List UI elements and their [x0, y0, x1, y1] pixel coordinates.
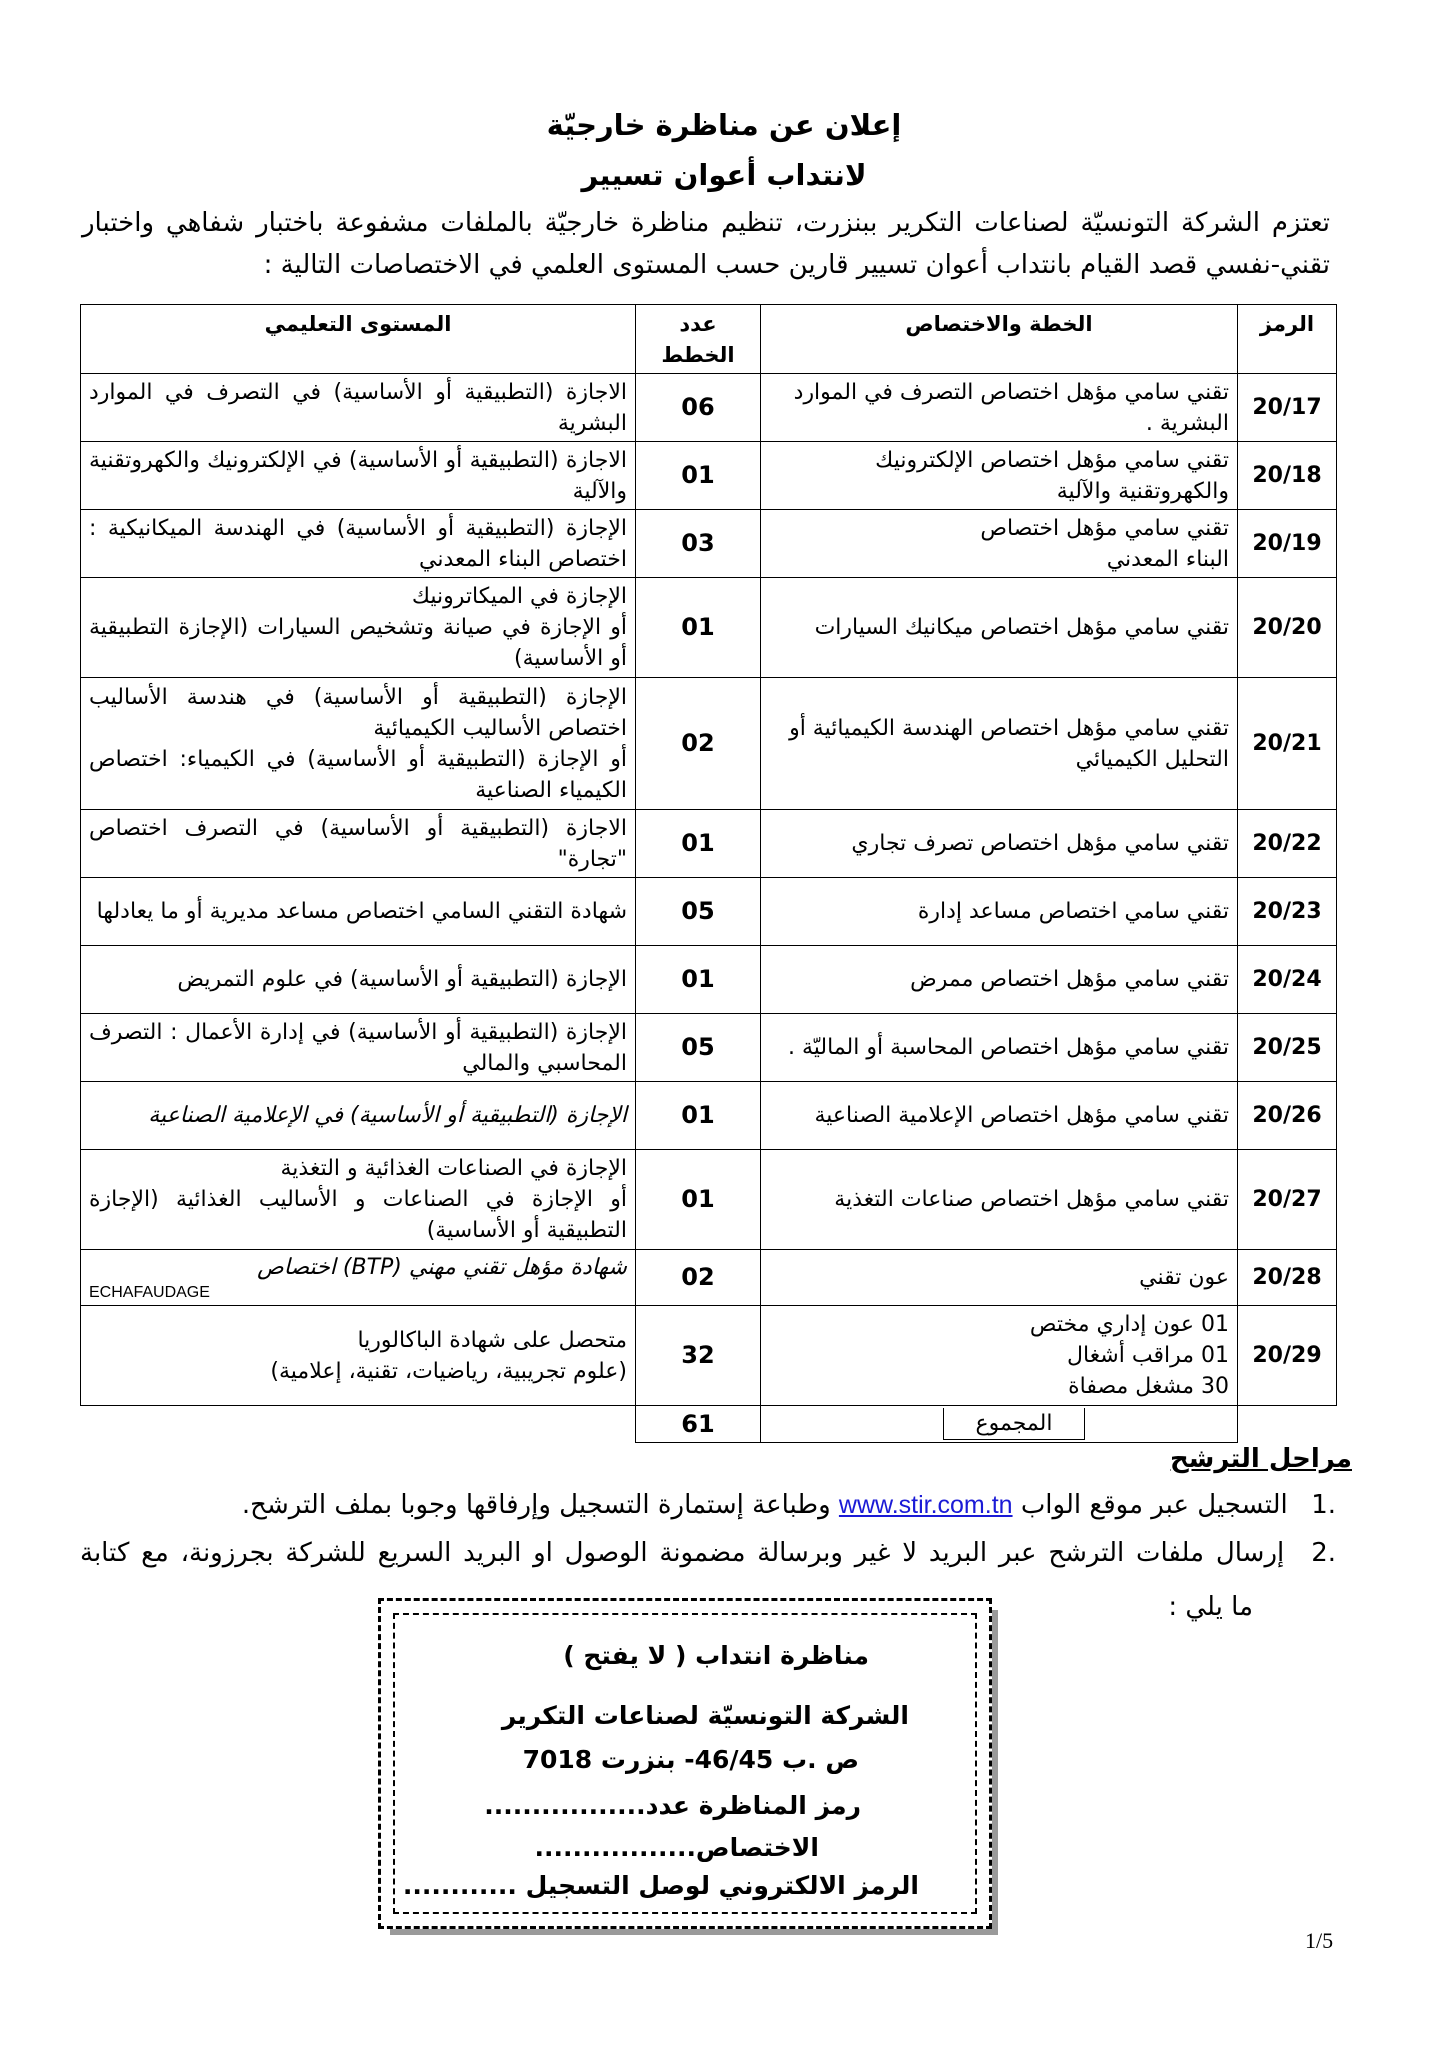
row-education: [81, 1014, 636, 1082]
step-1: [242, 1490, 1336, 1520]
row-specialty: تقني سامي مؤهل اختصاص ميكانيك السيارات: [761, 578, 1238, 678]
row-education: [81, 510, 636, 578]
row-education-text: شهادة التقني السامي اختصاص مساعد مديرية أو ما يعادلها: [96, 899, 627, 924]
table-row: [81, 1082, 1337, 1150]
envelope-label-box: [378, 1598, 992, 1929]
row-education-latin: ECHAFAUDAGE: [89, 1284, 210, 1301]
row-education: [81, 678, 636, 810]
row-count: 05: [636, 878, 761, 946]
row-specialty: تقني سامي مؤهل اختصاص المحاسبة أو الماليّة .: [761, 1014, 1238, 1082]
table-row: [81, 442, 1337, 510]
row-education-text: الاجازة (التطبيقية أو الأساسية) في التصرف اختصاص "تجارة": [89, 815, 627, 872]
total-value: 61: [636, 1406, 761, 1443]
row-code: 20/25: [1238, 1014, 1337, 1082]
row-count: 01: [636, 442, 761, 510]
step-1-number: .1: [1311, 1490, 1336, 1520]
row-code: 20/21: [1238, 678, 1337, 810]
table-row: [81, 678, 1337, 810]
row-count: 01: [636, 1082, 761, 1150]
step-2: [80, 1538, 1336, 1568]
header-specialty: الخطة والاختصاص: [761, 305, 1238, 374]
table-body: [81, 374, 1337, 1406]
row-code: 20/27: [1238, 1150, 1337, 1250]
row-code: 20/18: [1238, 442, 1337, 510]
row-specialty: تقني سامي مؤهل اختصاص الهندسة الكيميائية أو التحليل الكيميائي: [761, 678, 1238, 810]
total-label-text: المجموع: [943, 1408, 1085, 1440]
header-count: عدد الخطط: [636, 305, 761, 374]
envelope-line-specialty: الاختصاص.................: [534, 1833, 819, 1862]
envelope-line-company: الشركة التونسيّة لصناعات التكرير: [501, 1701, 909, 1730]
row-count: 01: [636, 946, 761, 1014]
row-count: 32: [636, 1306, 761, 1406]
row-code: 20/26: [1238, 1082, 1337, 1150]
row-code: 20/29: [1238, 1306, 1337, 1406]
row-specialty: تقني سامي مؤهل اختصاص التصرف في الموارد البشرية .: [761, 374, 1238, 442]
row-code: 20/24: [1238, 946, 1337, 1014]
envelope-line-competition: مناظرة انتداب ( لا يفتح ): [563, 1641, 869, 1670]
row-code: 20/28: [1238, 1250, 1337, 1306]
row-education: [81, 810, 636, 878]
row-code: 20/19: [1238, 510, 1337, 578]
row-education-text: الإجازة (التطبيقية أو الأساسية) في الإعلامية الصناعية: [148, 1103, 627, 1128]
table-row: [81, 878, 1337, 946]
row-education-text: الإجازة (التطبيقية أو الأساسية) في علوم التمريض: [177, 967, 627, 992]
row-education: [81, 878, 636, 946]
row-specialty: تقني سامي مؤهل اختصاص البناء المعدني: [761, 510, 1238, 578]
row-specialty: تقني سامي مؤهل اختصاص صناعات التغذية: [761, 1150, 1238, 1250]
row-count: 02: [636, 1250, 761, 1306]
total-label: [761, 1406, 1238, 1443]
row-education: [81, 1306, 636, 1406]
table-row: [1238, 1406, 1337, 1443]
step-2-continued: ما يلي :: [1168, 1592, 1253, 1622]
row-education-text: الاجازة (التطبيقية أو الأساسية) في الإلكترونيك والكهروتقنية والآلية: [89, 447, 627, 504]
intro-line-1: تعتزم الشركة التونسيّة لصناعات التكرير ببنزرت، تنظيم مناظرة خارجيّة بالملفات مشفوعة باختبار شفاهي واختبار: [82, 208, 1330, 238]
row-code: 20/20: [1238, 578, 1337, 678]
row-education: [81, 374, 636, 442]
envelope-line-address: ص .ب 46/45- بنزرت 7018: [522, 1745, 859, 1774]
row-specialty: تقني سامي مؤهل اختصاص الإعلامية الصناعية: [761, 1082, 1238, 1150]
step-2-number: .2: [1311, 1538, 1336, 1568]
step-1-text-a: التسجيل عبر موقع الواب: [1020, 1490, 1288, 1520]
row-specialty: تقني سامي اختصاص مساعد إدارة: [761, 878, 1238, 946]
table-row: [81, 510, 1337, 578]
steps-heading: مراحل الترشح: [1170, 1444, 1352, 1474]
row-count: 01: [636, 578, 761, 678]
table-row: [81, 578, 1337, 678]
row-education-text: شهادة مؤهل تقني مهني (BTP) اختصاص: [257, 1255, 627, 1280]
table-row: [81, 1250, 1337, 1306]
intro-line-2: تقني-نفسي قصد القيام بانتداب أعوان تسيير قارين حسب المستوى العلمي في الاختصاصات التالية :: [263, 250, 1330, 280]
row-count: 05: [636, 1014, 761, 1082]
row-count: 01: [636, 810, 761, 878]
table-row: [81, 1014, 1337, 1082]
row-education-text: الاجازة (التطبيقية أو الأساسية) في التصرف في الموارد البشرية: [89, 379, 627, 436]
row-specialty: 01 عون إداري مختص 01 مراقب أشغال 30 مشغل مصفاة: [761, 1306, 1238, 1406]
row-education: [81, 1250, 636, 1306]
website-link[interactable]: www.stir.com.tn: [838, 1491, 1013, 1519]
header-code: الرمز: [1238, 305, 1337, 374]
announcement-title: إعلان عن مناظرة خارجيّة: [546, 108, 902, 142]
row-education: [81, 442, 636, 510]
row-education: [81, 946, 636, 1014]
row-education: [81, 578, 636, 678]
positions-table: [80, 304, 1337, 1443]
table-row: [81, 1306, 1337, 1406]
page-number: 1/5: [1305, 1928, 1334, 1953]
step-2-text: إرسال ملفات الترشح عبر البريد لا غير وبرسالة مضمونة الوصول او البريد السريع للشركة بجرزونة، مع كتابة: [80, 1538, 1285, 1568]
table-row: [81, 1150, 1337, 1250]
row-count: 01: [636, 1150, 761, 1250]
row-education-text: متحصل على شهادة الباكالوريا (علوم تجريبية، رياضيات، تقنية، إعلامية): [270, 1327, 627, 1384]
announcement-subtitle: لانتداب أعوان تسيير: [581, 158, 867, 192]
header-education: المستوى التعليمي: [81, 305, 636, 374]
row-count: 03: [636, 510, 761, 578]
table-row: [81, 946, 1337, 1014]
row-code: 20/17: [1238, 374, 1337, 442]
row-specialty: تقني سامي مؤهل اختصاص تصرف تجاري: [761, 810, 1238, 878]
row-count: 02: [636, 678, 761, 810]
row-education-text: الإجازة في الصناعات الغذائية و التغذية أو الإجازة في الصناعات و الأساليب الغذائية (الإجازة التطبيقية أو الأساسية): [89, 1156, 627, 1243]
total-row: [81, 1406, 1337, 1443]
row-education-text: الإجازة في الميكاترونيك أو الإجازة في صيانة وتشخيص السيارات (الإجازة التطبيقية أو الأساسية): [89, 584, 627, 671]
table-row: [81, 810, 1337, 878]
row-education-text: الإجازة (التطبيقية أو الأساسية) في إدارة الأعمال : التصرف المحاسبي والمالي: [89, 1019, 627, 1076]
row-count: 06: [636, 374, 761, 442]
envelope-line-code: رمز المناظرة عدد.................: [484, 1791, 861, 1820]
row-education: [81, 1150, 636, 1250]
row-specialty: تقني سامي مؤهل اختصاص الإلكترونيك والكهروتقنية والآلية: [761, 442, 1238, 510]
envelope-line-registration: الرمز الالكتروني لوصل التسجيل ............: [402, 1871, 919, 1900]
row-code: 20/22: [1238, 810, 1337, 878]
row-education-text: الإجازة (التطبيقية أو الأساسية) في الهندسة الميكانيكية : اختصاص البناء المعدني: [89, 515, 627, 572]
row-specialty: تقني سامي مؤهل اختصاص ممرض: [761, 946, 1238, 1014]
row-specialty: عون تقني: [761, 1250, 1238, 1306]
table-row: [81, 374, 1337, 442]
row-education-text: الإجازة (التطبيقية أو الأساسية) في هندسة الأساليب اختصاص الأساليب الكيميائية أو الإجازة (التطبيقية أو الأساسية) في الكيمياء: اختصاص الكيمياء الصناعية: [89, 684, 627, 803]
step-1-text-b: وطباعة إستمارة التسجيل وإرفاقها وجوبا بملف الترشح.: [241, 1490, 831, 1520]
row-code: 20/23: [1238, 878, 1337, 946]
row-education: [81, 1082, 636, 1150]
